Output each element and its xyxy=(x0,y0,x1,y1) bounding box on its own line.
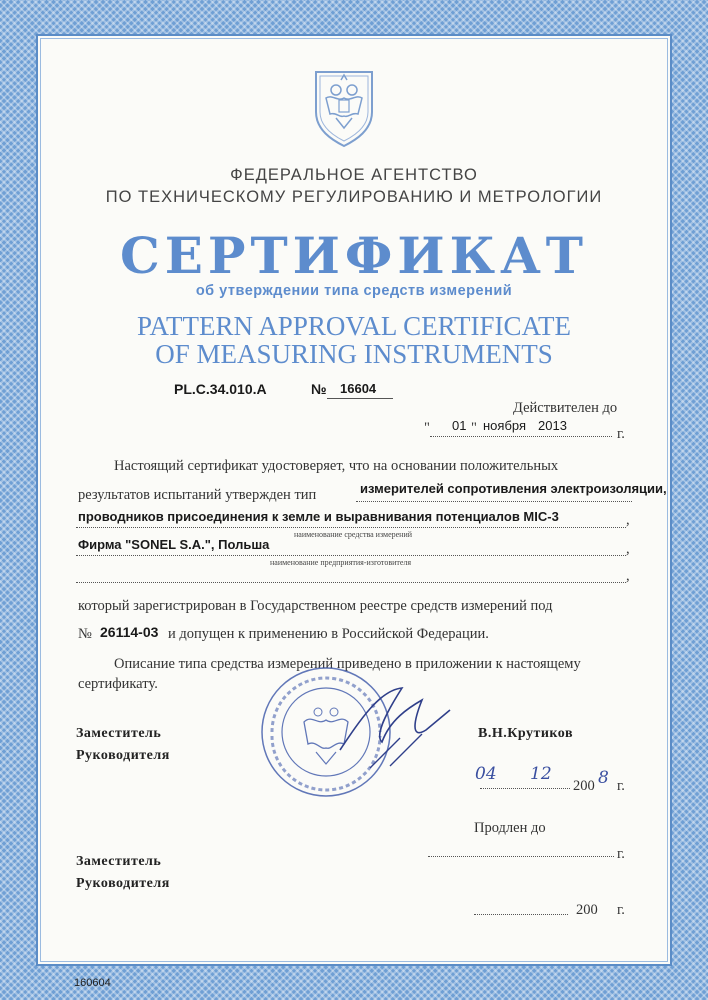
certificate-number: 16604 xyxy=(340,381,377,396)
coat-of-arms-icon xyxy=(312,68,376,148)
signer2-date-dotted-line xyxy=(474,914,568,915)
instrument-dotted-line-2 xyxy=(76,527,626,528)
certificate-title: СЕРТИФИКАТ xyxy=(119,226,589,285)
signer2-date-year-prefix: 200 xyxy=(576,902,598,918)
validity-suffix: г. xyxy=(617,426,625,442)
signer1-date-suffix: г. xyxy=(617,778,625,794)
handwritten-signature xyxy=(330,680,460,770)
validity-label: Действителен до xyxy=(513,400,618,416)
signer2-role-line-1: Заместитель xyxy=(76,854,162,869)
signer1-role-line-1: Заместитель xyxy=(76,726,162,741)
validity-year: 2013 xyxy=(538,418,567,433)
signer1-role-line-2: Руководителя xyxy=(76,748,170,763)
registry-number: 26114-03 xyxy=(100,624,159,640)
signer1-date-year-hand: 8 xyxy=(598,768,609,788)
signer1-date-day: 04 xyxy=(475,764,497,784)
blank-dotted-line xyxy=(76,582,626,583)
paragraph-1-line-2: результатов испытаний утвержден тип xyxy=(78,487,317,503)
instrument-caption: наименование средства измерений xyxy=(294,530,413,539)
signer1-date-month: 12 xyxy=(530,764,552,784)
signer1-name: В.Н.Крутиков xyxy=(478,726,574,741)
validity-month: ноября xyxy=(483,418,527,433)
paragraph-1-line-1: Настоящий сертификат удостоверяет, что на основании положительных xyxy=(114,458,559,474)
paragraph-3-line-1: Описание типа средства измерений приведено в приложении к настоящему xyxy=(114,656,581,672)
agency-line-1: ФЕДЕРАЛЬНОЕ АГЕНТСТВО xyxy=(230,166,478,184)
manufacturer-name: Фирма "SONEL S.A.", Польша xyxy=(78,537,270,552)
signer1-date-dotted-line xyxy=(480,788,570,789)
certificate-code: PL.C.34.010.A xyxy=(174,381,267,397)
number-label: № xyxy=(311,381,327,397)
english-title-line-2: OF MEASURING INSTRUMENTS xyxy=(155,339,553,369)
registry-number-label: № xyxy=(78,626,92,642)
validity-open-quote: " xyxy=(424,420,430,436)
certificate-subtitle: об утверждении типа средств измерений xyxy=(195,283,513,299)
comma-2: , xyxy=(626,541,630,557)
signer1-date-year-prefix: 200 xyxy=(573,778,595,794)
english-title-line-1: PATTERN APPROVAL CERTIFICATE xyxy=(137,311,571,341)
instrument-dotted-line-1 xyxy=(356,501,632,502)
validity-day: 01 xyxy=(452,418,467,433)
comma-3: , xyxy=(626,568,630,584)
instrument-name-line-1: измерителей сопротивления электроизоляции, xyxy=(360,481,667,496)
signer2-role-line-2: Руководителя xyxy=(76,876,170,891)
footer-serial: 160604 xyxy=(74,977,111,989)
validity-dotted-line xyxy=(430,436,612,437)
comma-1: , xyxy=(626,512,630,528)
registry-tail: и допущен к применению в Российской Федерации. xyxy=(168,626,489,642)
extension-dotted-line xyxy=(428,856,614,857)
number-underline xyxy=(327,398,393,399)
extension-label: Продлен до xyxy=(474,820,546,836)
signer2-date-suffix: г. xyxy=(617,902,625,918)
extension-suffix: г. xyxy=(617,846,625,862)
agency-line-2: ПО ТЕХНИЧЕСКОМУ РЕГУЛИРОВАНИЮ И МЕТРОЛОГИИ xyxy=(105,188,603,206)
instrument-name-line-2: проводников присоединения к земле и выравнивания потенциалов MIC-3 xyxy=(78,509,559,524)
validity-close-quote: " xyxy=(471,420,477,436)
manufacturer-dotted-line xyxy=(76,555,626,556)
paragraph-3-line-2: сертификату. xyxy=(78,676,158,692)
registry-line: который зарегистрирован в Государственном реестре средств измерений под xyxy=(78,598,553,614)
manufacturer-caption: наименование предприятия-изготовителя xyxy=(270,558,412,567)
